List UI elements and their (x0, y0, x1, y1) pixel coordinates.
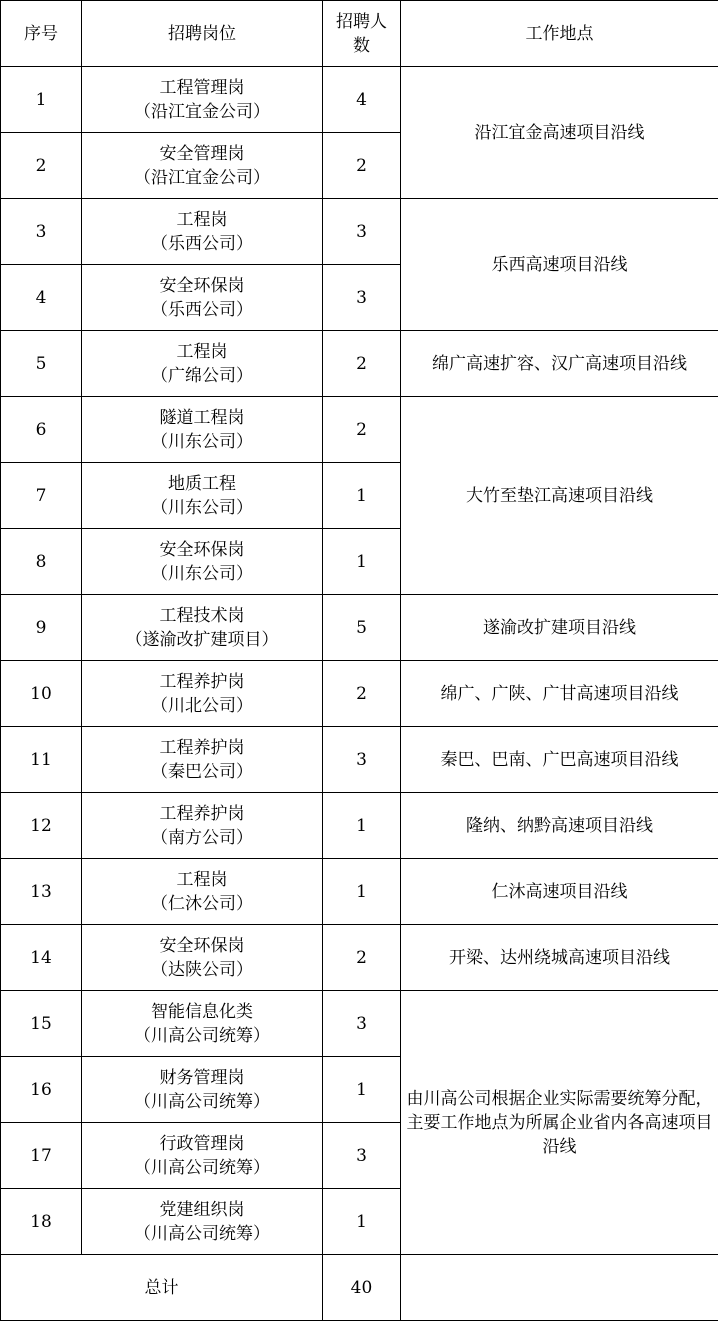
position-title: 工程技术岗 (159, 605, 245, 626)
position-title: 安全管理岗 (159, 143, 245, 164)
location-cell: 开梁、达州绕城高速项目沿线 (401, 925, 718, 991)
row-no: 10 (1, 661, 82, 727)
row-position (82, 991, 323, 1057)
position-title: 工程养护岗 (159, 803, 245, 824)
header-count-line2: 数 (353, 35, 370, 56)
row-count: 3 (323, 727, 401, 793)
table-row (1, 67, 718, 133)
location-cell: 隆纳、纳黔高速项目沿线 (401, 793, 718, 859)
position-unit: （秦巴公司） (151, 761, 253, 782)
row-count: 1 (323, 793, 401, 859)
position-unit: （达陕公司） (151, 959, 253, 980)
row-count: 4 (323, 67, 401, 133)
position-title: 财务管理岗 (159, 1067, 245, 1088)
header-position: 招聘岗位 (82, 1, 323, 67)
header-location: 工作地点 (401, 1, 718, 67)
position-unit: （川高公司统筹） (134, 1025, 270, 1046)
row-no: 6 (1, 397, 82, 463)
row-position (82, 859, 323, 925)
row-no: 7 (1, 463, 82, 529)
position-title: 工程管理岗 (159, 77, 245, 98)
position-title: 安全环保岗 (159, 935, 245, 956)
row-count: 1 (323, 1189, 401, 1255)
row-count: 1 (323, 463, 401, 529)
row-position (82, 661, 323, 727)
row-no: 14 (1, 925, 82, 991)
position-unit: （川东公司） (151, 497, 253, 518)
position-unit: （仁沐公司） (151, 893, 253, 914)
row-count: 2 (323, 925, 401, 991)
location-cell: 秦巴、巴南、广巴高速项目沿线 (401, 727, 718, 793)
row-no: 18 (1, 1189, 82, 1255)
row-count: 2 (323, 397, 401, 463)
position-title: 工程养护岗 (159, 671, 245, 692)
table-row (1, 793, 718, 859)
row-count: 3 (323, 199, 401, 265)
position-unit: （川高公司统筹） (134, 1223, 270, 1244)
location-cell: 由川高公司根据企业实际需要统筹分配，主要工作地点为所属企业省内各高速项目沿线 (401, 991, 718, 1255)
header-count-line1: 招聘人 (336, 11, 387, 32)
position-unit: （南方公司） (151, 827, 253, 848)
row-position (82, 199, 323, 265)
row-no: 5 (1, 331, 82, 397)
location-cell: 大竹至垫江高速项目沿线 (401, 397, 718, 595)
position-title: 工程岗 (176, 869, 228, 890)
position-unit: （乐西公司） (151, 299, 253, 320)
header-count (323, 1, 401, 67)
table-row (1, 595, 718, 661)
position-title: 工程岗 (176, 209, 228, 230)
position-unit: （广绵公司） (151, 365, 253, 386)
row-position (82, 793, 323, 859)
row-position (82, 133, 323, 199)
position-unit: （沿江宜金公司） (134, 167, 270, 188)
row-no: 1 (1, 67, 82, 133)
row-position (82, 727, 323, 793)
row-position (82, 1123, 323, 1189)
table-row (1, 199, 718, 265)
table-row (1, 991, 718, 1057)
row-no: 17 (1, 1123, 82, 1189)
row-count: 1 (323, 529, 401, 595)
row-no: 9 (1, 595, 82, 661)
position-unit: （沿江宜金公司） (134, 101, 270, 122)
location-cell: 仁沐高速项目沿线 (401, 859, 718, 925)
row-no: 8 (1, 529, 82, 595)
header-row (1, 1, 718, 67)
position-unit: （川高公司统筹） (134, 1091, 270, 1112)
row-position (82, 463, 323, 529)
row-no: 15 (1, 991, 82, 1057)
row-count: 5 (323, 595, 401, 661)
position-unit: （川东公司） (151, 563, 253, 584)
position-title: 党建组织岗 (159, 1199, 245, 1220)
position-title: 行政管理岗 (159, 1133, 245, 1154)
row-no: 4 (1, 265, 82, 331)
position-title: 工程养护岗 (159, 737, 245, 758)
position-unit: （乐西公司） (151, 233, 253, 254)
row-position (82, 265, 323, 331)
position-unit: （川北公司） (151, 695, 253, 716)
row-no: 16 (1, 1057, 82, 1123)
position-title: 智能信息化类 (151, 1001, 253, 1022)
position-unit: （遂渝改扩建项目） (125, 629, 279, 650)
row-position (82, 67, 323, 133)
row-position (82, 331, 323, 397)
row-position (82, 529, 323, 595)
row-count: 3 (323, 991, 401, 1057)
row-position (82, 1057, 323, 1123)
table-row (1, 661, 718, 727)
table-row (1, 859, 718, 925)
position-title: 地质工程 (168, 473, 236, 494)
position-title: 安全环保岗 (159, 275, 245, 296)
location-cell: 绵广高速扩容、汉广高速项目沿线 (401, 331, 718, 397)
table-row (1, 331, 718, 397)
location-cell: 沿江宜金高速项目沿线 (401, 67, 718, 199)
row-position (82, 595, 323, 661)
row-position (82, 925, 323, 991)
location-cell: 遂渝改扩建项目沿线 (401, 595, 718, 661)
table-row (1, 397, 718, 463)
total-label: 总计 (1, 1255, 323, 1321)
row-count: 3 (323, 1123, 401, 1189)
header-no: 序号 (1, 1, 82, 67)
position-title: 隧道工程岗 (159, 407, 245, 428)
position-unit: （川高公司统筹） (134, 1157, 270, 1178)
total-location (401, 1255, 718, 1321)
row-count: 1 (323, 1057, 401, 1123)
table-row (1, 727, 718, 793)
row-no: 11 (1, 727, 82, 793)
row-count: 2 (323, 661, 401, 727)
position-unit: （川东公司） (151, 431, 253, 452)
location-cell: 绵广、广陕、广甘高速项目沿线 (401, 661, 718, 727)
total-count: 40 (323, 1255, 401, 1321)
row-no: 3 (1, 199, 82, 265)
table-row (1, 925, 718, 991)
row-count: 2 (323, 133, 401, 199)
location-cell: 乐西高速项目沿线 (401, 199, 718, 331)
row-count: 3 (323, 265, 401, 331)
position-title: 工程岗 (176, 341, 228, 362)
row-no: 13 (1, 859, 82, 925)
row-no: 12 (1, 793, 82, 859)
row-position (82, 1189, 323, 1255)
row-count: 2 (323, 331, 401, 397)
row-position (82, 397, 323, 463)
row-count: 1 (323, 859, 401, 925)
total-row (1, 1255, 718, 1321)
position-title: 安全环保岗 (159, 539, 245, 560)
row-no: 2 (1, 133, 82, 199)
